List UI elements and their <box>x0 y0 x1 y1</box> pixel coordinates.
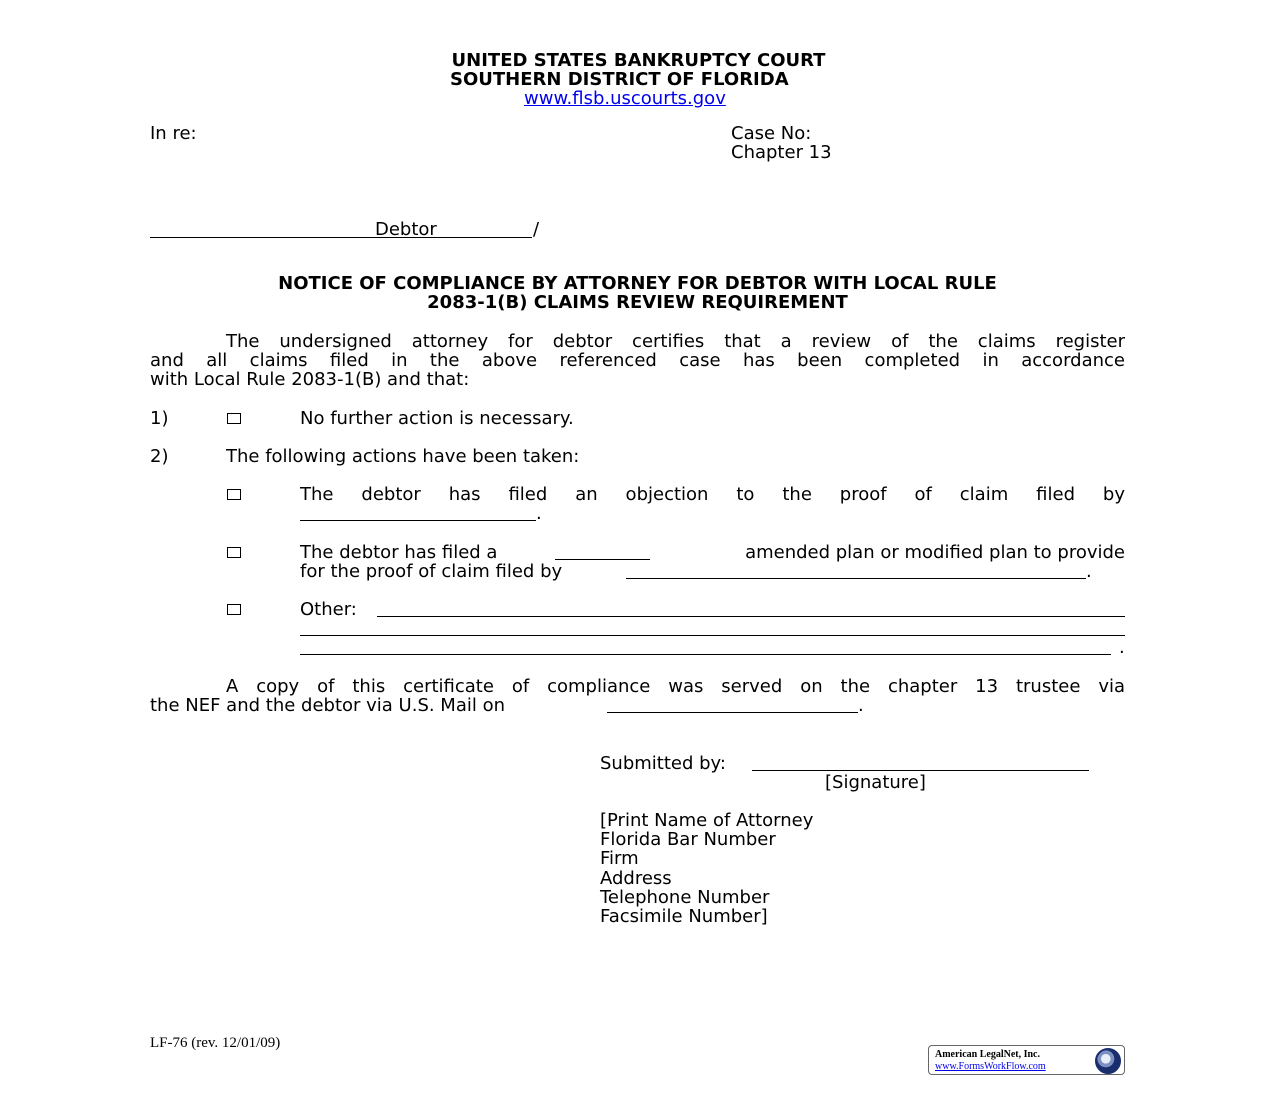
form-id: LF-76 (rev. 12/01/09) <box>150 1035 281 1051</box>
notice-title-line2: 2083-1(B) CLAIMS REVIEW REQUIREMENT <box>427 292 848 313</box>
item-1-number: 1) <box>150 408 169 429</box>
service-line-1: A copy of this certificate of compliance was served on the chapter 13 trustee via <box>226 676 1125 697</box>
court-name: UNITED STATES BANKRUPTCY COURT <box>451 50 826 71</box>
option-other-period: . <box>1119 637 1125 658</box>
other-checkbox[interactable] <box>227 604 241 615</box>
intro-line-1: The undersigned attorney for debtor certifies that a review of the claims register <box>226 331 1125 352</box>
intro-line-2: and all claims filed in the above referenced case has been completed in accordance <box>150 350 1125 371</box>
attorney-facsimile: Facsimile Number] <box>600 906 768 927</box>
attorney-telephone: Telephone Number <box>600 887 770 908</box>
attorney-address: Address <box>600 868 672 889</box>
no-action-checkbox[interactable] <box>227 413 241 424</box>
signature-label: [Signature] <box>825 772 926 793</box>
option-other-label: Other: <box>300 599 357 620</box>
option-plan-line2: for the proof of claim filed by <box>300 561 563 582</box>
option-plan-mid: amended plan or modified plan to provide <box>745 542 1125 563</box>
submitted-by-label: Submitted by: <box>600 753 726 774</box>
service-period: . <box>858 695 864 716</box>
caption-slash: / <box>533 219 540 240</box>
option-objection-line1: The debtor has filed an objection to the proof of claim filed by <box>300 484 1125 505</box>
option-plan-line1 <box>300 543 1125 562</box>
option-objection-period: . <box>536 503 542 524</box>
court-website-link[interactable]: www.flsb.uscourts.gov <box>524 88 726 109</box>
attorney-firm: Firm <box>600 848 639 869</box>
globe-icon <box>1095 1048 1121 1074</box>
item-2-text: The following actions have been taken: <box>226 446 580 467</box>
plan-type-field[interactable] <box>555 559 650 560</box>
service-date-field[interactable] <box>607 712 858 713</box>
legalnet-logo[interactable] <box>928 1045 1125 1075</box>
logo-company-name: American LegalNet, Inc. <box>935 1049 1040 1060</box>
signature-field[interactable] <box>752 770 1089 771</box>
other-field-line2[interactable] <box>300 635 1125 636</box>
other-field-line3[interactable] <box>300 654 1111 655</box>
notice-title-line1: NOTICE OF COMPLIANCE BY ATTORNEY FOR DEBTOR WITH LOCAL RULE <box>278 273 997 294</box>
debtor-name-line[interactable] <box>150 237 532 238</box>
intro-line-3: with Local Rule 2083-1(B) and that: <box>150 369 470 390</box>
objection-claimant-field[interactable] <box>300 520 536 521</box>
service-line-2: the NEF and the debtor via U.S. Mail on <box>150 695 506 716</box>
other-field-line1[interactable] <box>377 616 1125 617</box>
logo-url[interactable]: www.FormsWorkFlow.com <box>935 1061 1046 1072</box>
chapter-label: Chapter 13 <box>731 142 832 163</box>
plan-claimant-field[interactable] <box>626 578 1086 579</box>
case-number-label: Case No: <box>731 123 812 144</box>
attorney-name: [Print Name of Attorney <box>600 810 814 831</box>
court-district: SOUTHERN DISTRICT OF FLORIDA <box>450 69 789 90</box>
objection-checkbox[interactable] <box>227 489 241 500</box>
in-re-label: In re: <box>150 123 197 144</box>
option-plan-start: The debtor has filed a <box>300 542 498 563</box>
item-1-text: No further action is necessary. <box>300 408 574 429</box>
attorney-bar-number: Florida Bar Number <box>600 829 776 850</box>
option-plan-period: . <box>1086 561 1092 582</box>
debtor-label: Debtor <box>375 219 437 240</box>
item-2-number: 2) <box>150 446 169 467</box>
amended-plan-checkbox[interactable] <box>227 547 241 558</box>
